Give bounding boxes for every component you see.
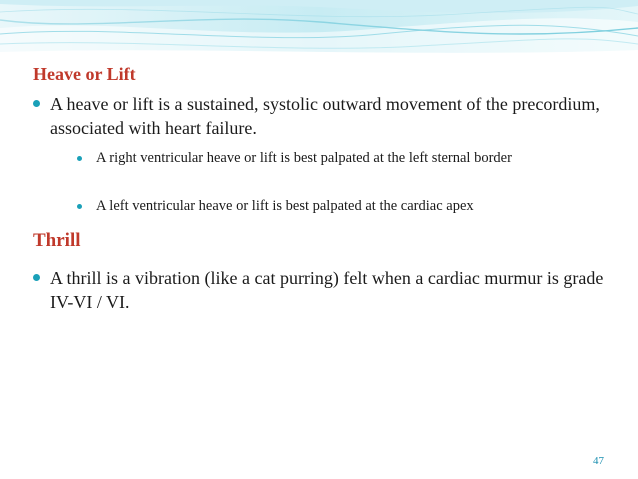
page-number: 47 bbox=[593, 455, 604, 467]
bullet-text: A heave or lift is a sustained, systolic outward movement of the precordium, associated with heart failure. bbox=[50, 94, 600, 138]
sub-bullet-text: A left ventricular heave or lift is best palpated at the cardiac apex bbox=[96, 198, 474, 214]
wave-banner-graphic bbox=[0, 0, 638, 56]
sub-bullet-dot-icon bbox=[77, 156, 82, 161]
bullet-text: A thrill is a vibration (like a cat purring) felt when a cardiac murmur is grade IV-VI / VI. bbox=[50, 268, 604, 312]
sub-bullet-dot-icon bbox=[77, 204, 82, 209]
bullet-dot-icon bbox=[33, 100, 40, 107]
decorative-banner bbox=[0, 0, 638, 56]
bullet-dot-icon bbox=[33, 274, 40, 281]
heading-heave-or-lift: Heave or Lift bbox=[33, 64, 136, 84]
heading-thrill: Thrill bbox=[33, 230, 81, 251]
sub-bullet-text: A right ventricular heave or lift is best palpated at the left sternal border bbox=[96, 150, 512, 166]
